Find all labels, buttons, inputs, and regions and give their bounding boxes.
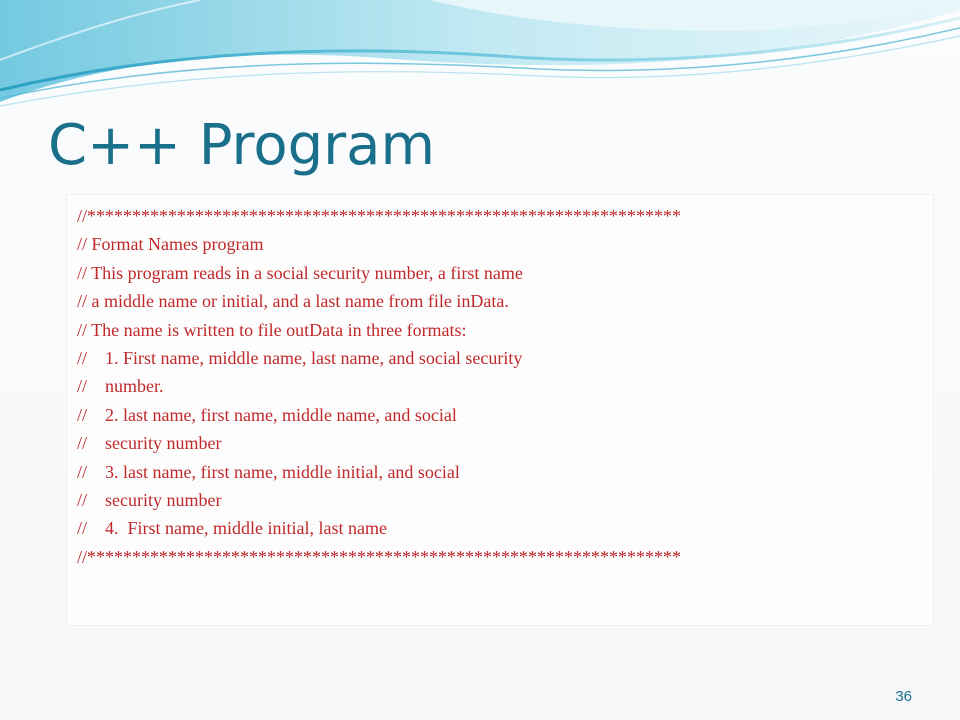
code-line: // security number (77, 489, 222, 510)
code-line: // 4. First name, middle initial, last name (77, 518, 387, 539)
code-line: //****************************************************************** (77, 206, 682, 226)
header-swoosh-decoration (0, 0, 960, 120)
slide-number: 36 (895, 688, 912, 705)
code-content-box (66, 194, 934, 626)
code-line: // Format Names program (77, 234, 264, 255)
code-line: // a middle name or initial, and a last name from file inData. (77, 291, 509, 312)
code-line: //****************************************************************** (77, 546, 682, 567)
code-line: // security number (77, 433, 222, 454)
code-line: // This program reads in a social security number, a first name (77, 262, 523, 283)
code-comment-block (77, 202, 681, 571)
code-line: // 3. last name, first name, middle initial, and social (77, 461, 460, 482)
code-line: // number. (77, 376, 164, 397)
code-line: // 1. First name, middle name, last name, and social security (77, 347, 523, 368)
code-line: // 2. last name, first name, middle name, and social (77, 404, 457, 425)
slide-title: C++ Program (48, 113, 436, 178)
code-line: // The name is written to file outData in three formats: (77, 319, 467, 340)
